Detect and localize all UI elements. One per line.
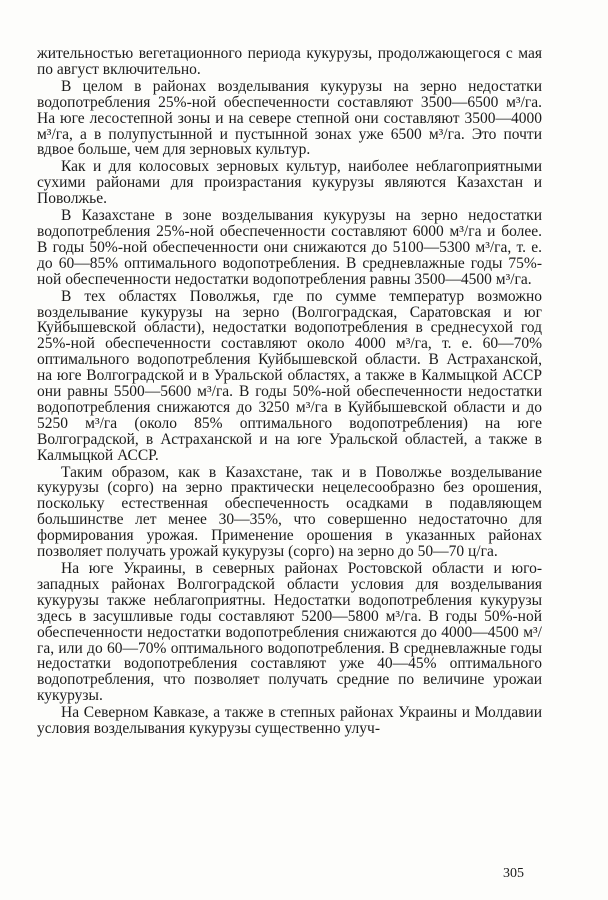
text-column (37, 46, 542, 738)
paragraph: Таким образом, как в Казахстане, так и в Поволжье возделывание кукурузы (сорго) на зерно практически нецелесообразно без орошения, поскольку естественная обеспеченность осадками в подавляющем большинстве лет менее 30—35%, что совершенно недостаточно для формирования урожая. Применение орошения в указанных районах позволяет получать урожай кукурузы (сорго) на зерно до 50—70 ц/га. (37, 463, 542, 561)
paragraph: В целом в районах возделывания кукурузы на зерно недостатки водопотребления 25%-ной обеспеченности составляют 3500—6500 м³/га. На юге лесостепной зоны и на севере степной они составляют 3500—4000 м³/га, а в полупустынной и пустынной зонах уже 6500 м³/га. Это почти вдвое больше, чем для зерновых культур. (37, 77, 542, 159)
paragraph: В Казахстане в зоне возделывания кукурузы на зерно недостатки водопотребления 25%-ной обеспеченности составляют 6000 м³/га и более. В годы 50%-ной обеспеченности они снижаются до 5100—5300 м³/га, т. е. до 60—85% оптимального водопотребления. В средневлажные годы 75%-ной обеспеченности недостатки водопотребления равны 3500—4500 м³/га. (37, 207, 542, 288)
paragraph: Как и для колосовых зерновых культур, наиболее неблагоприятными сухими районами для произрастания кукурузы являются Казахстан и Поволжье. (37, 158, 542, 208)
paragraph: На Северном Кавказе, а также в степных районах Украины и Молдавии условия возделывания кукурузы существенно улуч- (37, 704, 542, 738)
paragraph: жительностью вегетационного периода кукурузы, продолжающегося с мая по август включительно. (37, 45, 542, 78)
paragraph: В тех областях Поволжья, где по сумме температур возможно возделывание кукурузы на зерно (Волгоградская, Саратовская и юг Куйбышевской области), недостатки водопотребления в среднесухой год 25%-ной обеспеченности составляют около 4000 м³/га, т. е. 60—70% оптимального водопотребления Куйбышевской области. В Астраханской, на юге Волгоградской и в Уральской областях, а также в Калмыцкой АССР они равны 5500—5600 м³/га. В годы 50%-ной обеспеченности недостатки водопотребления снижаются до 3250 м³/га в Куйбышевской области и до 5250 м³/га (около 85% оптимального водопотребления) на юге Волгоградской, в Астраханской и на юге Уральской областей, а также в Калмыцкой АССР. (37, 287, 542, 464)
paragraph: На юге Украины, в северных районах Ростовской области и юго-западных районах Волгоградской области условия для возделывания кукурузы также неблагоприятны. Недостатки водопотребления кукурузы здесь в засушливые годы составляют 5200—5800 м³/га. В годы 50%-ной обеспеченности недостатки водопотребления снижаются до 4000—4500 м³/га, или до 60—70% оптимального водопотребления. В средневлажные годы недостатки водопотребления составляют уже 40—45% оптимального водопотребления, что позволяет получать средние по величине урожаи кукурузы. (37, 560, 542, 705)
page-number: 305 (503, 866, 524, 881)
